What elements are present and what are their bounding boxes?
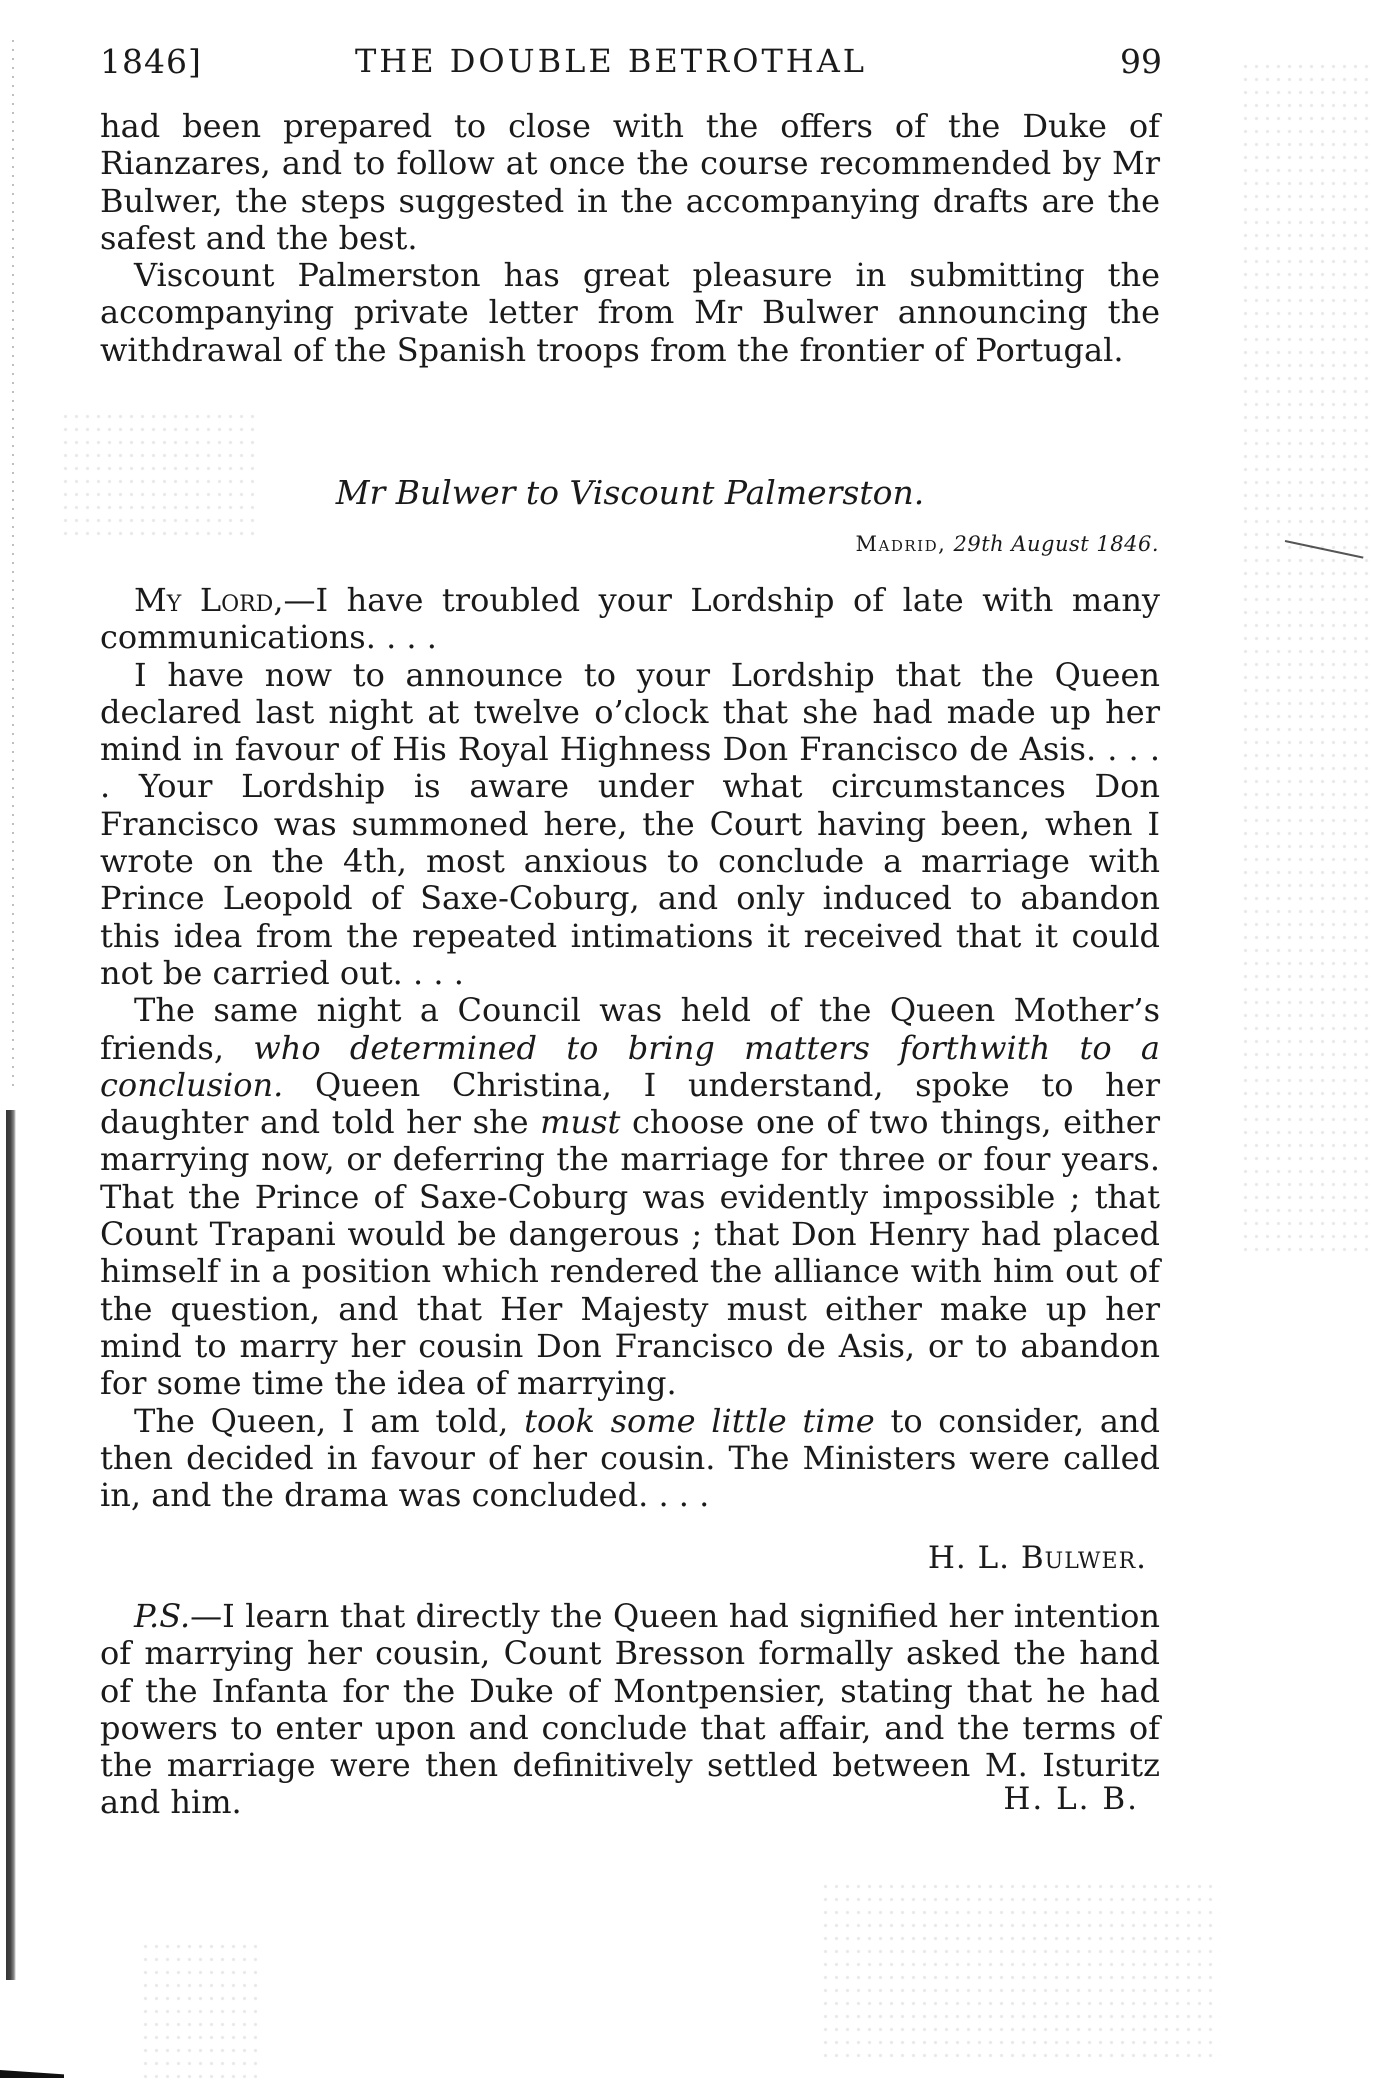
letter-paragraph-4-start: The Queen, I am told,: [134, 1401, 525, 1440]
letter-heading: Mr Bulwer to Viscount Palmerston.: [335, 473, 925, 512]
running-header: [100, 42, 1162, 92]
salutation: My Lord,: [134, 581, 284, 619]
letter-paragraph-4-italic: took some little time: [524, 1401, 875, 1440]
dateline-date: 29th August 1846.: [953, 532, 1159, 556]
scan-noise-bottom-left: [140, 1940, 260, 2080]
header-year: 1846]: [100, 42, 202, 81]
letter-dateline: [855, 532, 1159, 556]
postscript: [100, 1598, 1160, 1822]
letter-paragraph-1: [100, 582, 1160, 657]
letter-signature: H. L. Bulwer.: [927, 1540, 1147, 1576]
letter-body: [100, 582, 1160, 1514]
letter-paragraph-3-italic-2: must: [540, 1103, 621, 1142]
page-number: 99: [1120, 42, 1162, 81]
scan-binding-shadow: [6, 1110, 16, 1980]
letter-paragraph-4-end: to consider, and then decided in favour of her cousin. The Ministers were called in, and the drama was concluded. . . .: [100, 1401, 1161, 1515]
postscript-label: P.S.: [134, 1597, 191, 1635]
letter-paragraph-3-italic: who determined to bring matters forthwith to a conclusion.: [100, 1028, 1161, 1104]
letter-paragraph-3-mid: Queen Christina, I understand, spoke to her daughter and told her she: [100, 1065, 1160, 1142]
letter-paragraph-4: [100, 1403, 1160, 1515]
postscript-paragraph: [100, 1598, 1160, 1822]
scan-noise-right: [1240, 60, 1370, 1260]
scan-corner-mark: [0, 2070, 64, 2078]
letter-paragraph-2: I have now to announce to your Lordship that the Queen declared last night at twelve o’clock that she had made up her mind in favour of His Royal Highness Don Francisco de Asis. . . . . Your Lordship is aware under what circumstances Don Francisco was summoned here, the Court having been, when I wrote on the 4th, most anxious to conclude a marriage with Prince Leopold of Saxe-Coburg, and only induced to abandon this idea from the repeated intimations it received that it could not be carried out. . . .: [100, 655, 1160, 992]
scan-edge-marks: [12, 40, 14, 1090]
opening-paragraph-2: Viscount Palmerston has great pleasure in submitting the accompanying private letter from Mr Bulwer announcing the withdrawal of the Spanish troops from the frontier of Portugal.: [100, 256, 1160, 369]
dateline-place: Madrid,: [855, 532, 947, 556]
postscript-text: —I learn that directly the Queen had signified her intention of marrying her cousin, Count Bresson formally asked the hand of the Infanta for the Duke of Montpensier, stating that he had powers to enter upon and conclude that affair, and the terms of the marriage were then definitively settled between M. Isturitz and him.: [100, 1597, 1160, 1822]
letter-paragraph-1-text: —I have troubled your Lordship of late with many communications. . . .: [100, 581, 1161, 657]
letter-paragraph-3-end: choose one of two things, either marrying now, or deferring the marriage for three or four years. That the Prince of Saxe-Coburg was evidently impossible ; that Count Trapani would be dangerous ; that Don Henry had placed himself in a position which rendered the alliance with him out of the question, and that Her Majesty must either make up her mind to marry her cousin Don Francisco de Asis, or to abandon for some time the idea of marrying.: [100, 1103, 1161, 1403]
opening-paragraph-1: had been prepared to close with the offers of the Duke of Rianzares, and to follow at once the course recommended by Mr Bulwer, the steps suggested in the accompanying drafts are the safest and the best.: [100, 107, 1160, 257]
opening-text: [100, 108, 1160, 369]
letter-paragraph-3-start: The same night a Council was held of the Queen Mother’s friends,: [100, 991, 1160, 1067]
postscript-initials: H. L. B.: [1003, 1781, 1139, 1817]
letter-paragraph-3: [100, 992, 1160, 1402]
scan-noise-bottom: [820, 1880, 1220, 2060]
header-title: THE DOUBLE BETROTHAL: [354, 42, 868, 80]
